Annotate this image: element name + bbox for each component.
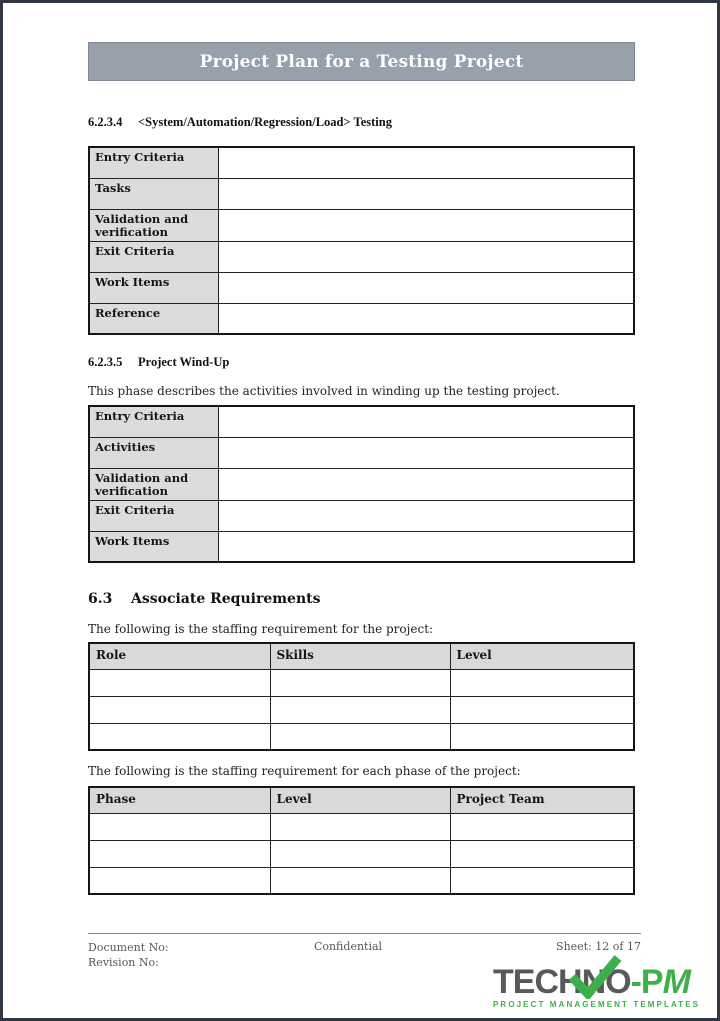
document-no-label: Document No:	[88, 941, 169, 954]
row-value-cell	[218, 531, 634, 562]
staffing-project-table	[88, 642, 635, 751]
table-row	[89, 147, 634, 178]
table-cell	[270, 813, 450, 840]
row-label-cell: Entry Criteria	[89, 147, 218, 178]
table-row	[89, 867, 634, 894]
row-label-cell: Work Items	[89, 531, 218, 562]
check-icon	[568, 953, 622, 999]
sheet-number: Sheet: 12 of 17	[556, 940, 641, 953]
section-heading-associate-requirements	[88, 591, 635, 607]
table-cell	[89, 669, 270, 696]
table-row	[89, 840, 634, 867]
table-header-row	[89, 643, 634, 669]
logo-text-m: M	[662, 963, 690, 1001]
title-banner	[88, 42, 635, 81]
page-title: Project Plan for a Testing Project	[199, 51, 524, 72]
logo-tagline: PROJECT MANAGEMENT TEMPLATES	[493, 1000, 701, 1009]
table-cell	[270, 669, 450, 696]
table-header-row	[89, 787, 634, 813]
section-number: 6.3	[88, 591, 113, 607]
row-value-cell	[218, 500, 634, 531]
logo-text-dash-p: -P	[630, 963, 663, 1001]
section-title: <System/Automation/Regression/Load> Testing	[138, 115, 392, 129]
table-cell	[270, 696, 450, 723]
table-row	[89, 669, 634, 696]
table-row	[89, 468, 634, 500]
row-value-cell	[218, 178, 634, 209]
table-row	[89, 531, 634, 562]
table-cell	[270, 723, 450, 750]
table-row	[89, 209, 634, 241]
row-label-cell: Work Items	[89, 272, 218, 303]
row-value-cell	[218, 209, 634, 241]
table-row	[89, 696, 634, 723]
table-cell	[270, 867, 450, 894]
row-value-cell	[218, 468, 634, 500]
table-cell	[89, 840, 270, 867]
windup-intro-text: This phase describes the activities involved in winding up the testing project.	[88, 384, 560, 398]
table-cell	[450, 723, 634, 750]
table-cell	[89, 696, 270, 723]
table-row	[89, 723, 634, 750]
testing-criteria-table	[88, 146, 635, 335]
table-cell	[450, 813, 634, 840]
row-label-cell: Activities	[89, 437, 218, 468]
staffing-project-intro-text: The following is the staffing requirement for the project:	[88, 622, 434, 636]
table-row	[89, 406, 634, 437]
table-row	[89, 303, 634, 334]
row-value-cell	[218, 437, 634, 468]
row-label-cell: Tasks	[89, 178, 218, 209]
column-header: Skills	[270, 643, 450, 669]
section-title: Project Wind-Up	[138, 355, 230, 369]
windup-criteria-table	[88, 405, 635, 563]
table-cell	[450, 867, 634, 894]
table-cell	[89, 723, 270, 750]
logo-text-o: O	[605, 963, 631, 1001]
table-cell	[89, 813, 270, 840]
table-row	[89, 437, 634, 468]
logo-text-n: N	[581, 963, 606, 1001]
table-cell	[450, 840, 634, 867]
table-row	[89, 500, 634, 531]
table-row	[89, 272, 634, 303]
table-cell	[450, 669, 634, 696]
row-value-cell	[218, 272, 634, 303]
footer-divider	[88, 933, 641, 934]
row-value-cell	[218, 406, 634, 437]
row-value-cell	[218, 303, 634, 334]
column-header: Phase	[89, 787, 270, 813]
row-value-cell	[218, 241, 634, 272]
row-value-cell	[218, 147, 634, 178]
table-row	[89, 241, 634, 272]
document-info-block	[88, 940, 169, 970]
logo-wordmark	[493, 965, 705, 999]
row-label-cell: Validation and verification	[89, 468, 218, 500]
row-label-cell: Validation and verification	[89, 209, 218, 241]
row-label-cell: Exit Criteria	[89, 500, 218, 531]
techno-pm-logo	[493, 965, 705, 1009]
logo-text-tech: TECH	[493, 963, 582, 1001]
row-label-cell: Entry Criteria	[89, 406, 218, 437]
table-cell	[89, 867, 270, 894]
staffing-phase-table	[88, 786, 635, 895]
table-cell	[270, 840, 450, 867]
column-header: Level	[270, 787, 450, 813]
section-heading-windup	[88, 355, 635, 370]
section-heading-testing	[88, 115, 635, 130]
section-title: Associate Requirements	[131, 591, 321, 607]
confidential-label: Confidential	[313, 940, 383, 953]
staffing-phase-intro-text: The following is the staffing requirement for each phase of the project:	[88, 764, 521, 778]
table-cell	[450, 696, 634, 723]
section-number: 6.2.3.4	[88, 115, 123, 129]
row-label-cell: Reference	[89, 303, 218, 334]
column-header: Level	[450, 643, 634, 669]
revision-no-label: Revision No:	[88, 956, 159, 969]
column-header: Role	[89, 643, 270, 669]
row-label-cell: Exit Criteria	[89, 241, 218, 272]
section-number: 6.2.3.5	[88, 355, 123, 369]
table-row	[89, 813, 634, 840]
table-row	[89, 178, 634, 209]
column-header: Project Team	[450, 787, 634, 813]
